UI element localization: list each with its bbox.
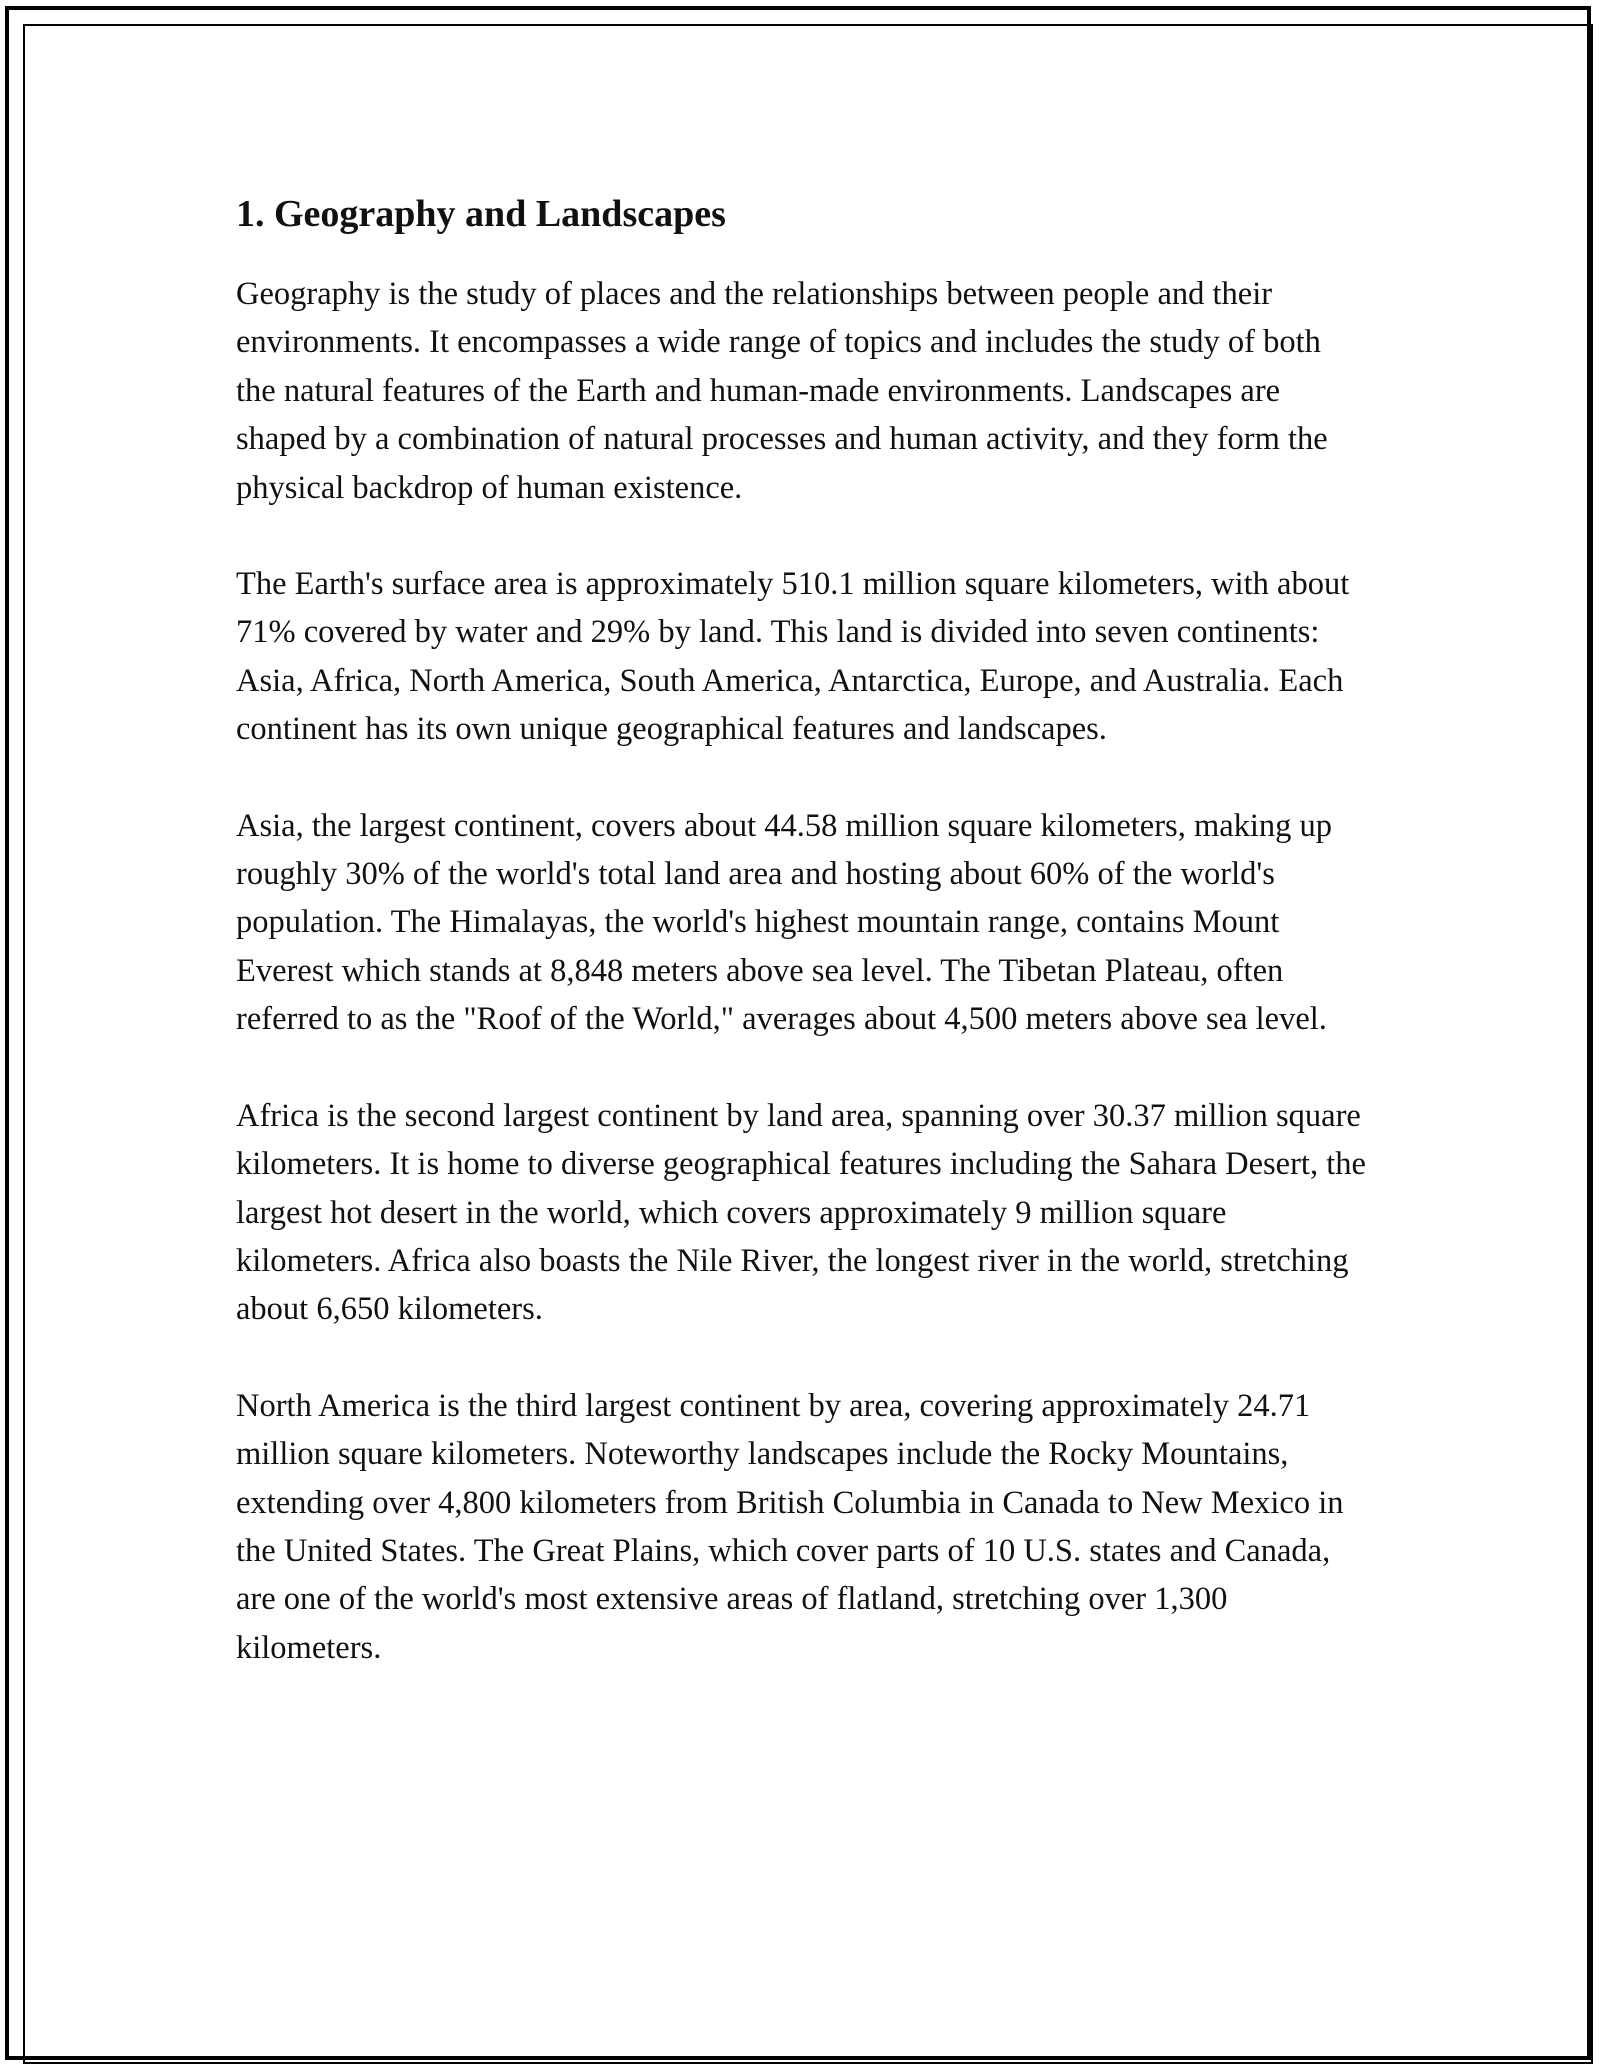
paragraph-africa: Africa is the second largest continent by land area, spanning over 30.37 million square kilometers. It is home to diverse geographical features including the Sahara Desert, the largest hot desert in the world, which covers approximately 9 million square kilometers. Africa also boasts the Nile River, the longest river in the world, stretching about 6,650 kilometers. (236, 1097, 1366, 1328)
paragraph-north-america: North America is the third largest continent by area, covering approximately 24.71 million square kilometers. Noteworthy landscapes include the Rocky Mountains, extending over 4,800 kilometers from British Columbia in Canada to New Mexico in the United States. The Great Plains, which cover parts of 10 U.S. states and Canada, are one of the world's most extensive areas of flatland, stretching over 1,300 kilometers. (236, 1387, 1344, 1666)
document-body (236, 184, 1366, 1672)
paragraph-geography-intro: Geography is the study of places and the relationships between people and their environments. It encompasses a wide range of topics and includes the study of both the natural features of the Earth and human-made environments. Landscapes are shaped by a combination of natural processes and human activity, and they form the physical backdrop of human existence. (236, 276, 1328, 506)
paragraph-earth-surface: The Earth's surface area is approximately 510.1 million square kilometers, with about 71% covered by water and 29% by land. This land is divided into seven continents: Asia, Africa, North America, South America, Antarctica, Europe, and Australia. Each continent has its own unique geographical features and landscapes. (236, 566, 1350, 748)
section-heading: 1. Geography and Landscapes (236, 193, 726, 235)
paragraph-asia: Asia, the largest continent, covers about 44.58 million square kilometers, making up roughly 30% of the world's total land area and hosting about 60% of the world's population. The Himalayas, the world's highest mountain range, contains Mount Everest which stands at 8,848 meters above sea level. The Tibetan Plateau, often referred to as the "Roof of the World," averages about 4,500 meters above sea level. (236, 807, 1333, 1038)
